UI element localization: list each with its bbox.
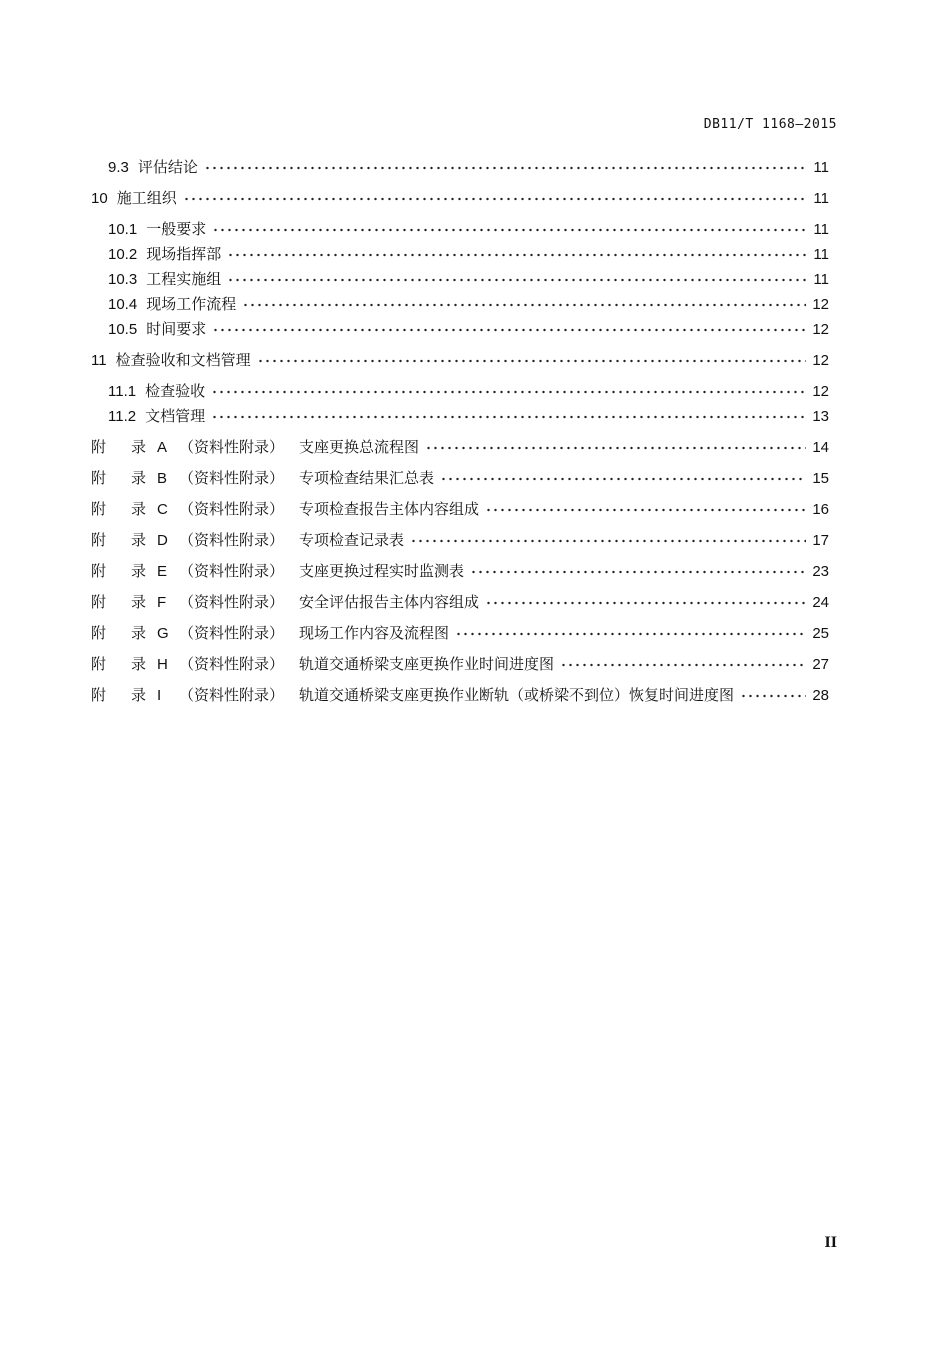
toc-entry-title-wrap: [108, 242, 221, 267]
toc-entry-title: 工程实施组: [146, 270, 222, 288]
appendix-kind: （资料性附录）: [179, 593, 285, 611]
appendix-prefix: [91, 683, 734, 708]
toc-entry-title: 现场指挥部: [146, 245, 222, 263]
appendix-page: 16: [812, 501, 829, 518]
dot-leader: [485, 599, 806, 607]
appendix-entry: [91, 528, 829, 553]
appendix-title: 安全评估报告主体内容组成: [299, 593, 480, 611]
appendix-label-lu: 录: [131, 500, 147, 518]
appendix-title: 现场工作内容及流程图: [299, 624, 450, 642]
toc-entry-number: 10.1: [108, 221, 138, 238]
toc-entry-title-wrap: [108, 379, 205, 404]
toc-entry-page: 11: [813, 246, 829, 263]
appendix-entry: [91, 683, 829, 708]
appendix-page: 24: [812, 594, 829, 611]
appendix-letter: E: [157, 563, 168, 580]
dot-leader: [440, 475, 806, 483]
toc-entry-title: 一般要求: [146, 220, 207, 238]
toc-entry-title: 施工组织: [116, 189, 177, 207]
toc-entry-title: 评估结论: [137, 158, 198, 176]
appendix-entry: [91, 590, 829, 615]
toc-entry: [91, 155, 829, 180]
toc-entry-number: 10.2: [108, 246, 138, 263]
appendix-letter: I: [157, 687, 162, 704]
appendix-page: 25: [812, 625, 829, 642]
toc-entry-title-wrap: [108, 404, 205, 429]
appendix-label-fu: 附: [91, 686, 107, 704]
appendix-page: 28: [812, 687, 829, 704]
toc-entry: [91, 317, 829, 342]
appendix-entry: [91, 497, 829, 522]
appendix-label-lu: 录: [131, 593, 147, 611]
appendix-label-lu: 录: [131, 686, 147, 704]
appendix-label-fu: 附: [91, 593, 107, 611]
appendix-prefix: [91, 528, 404, 553]
toc-entry-page: 11: [813, 271, 829, 288]
appendix-label-fu: 附: [91, 500, 107, 518]
toc-entry-title: 检查验收: [145, 382, 206, 400]
appendix-prefix: [91, 497, 479, 522]
appendix-label-fu: 附: [91, 624, 107, 642]
appendix-label-fu: 附: [91, 438, 107, 456]
appendix-page: 27: [812, 656, 829, 673]
appendix-prefix: [91, 559, 464, 584]
toc-entry-title-wrap: [108, 267, 221, 292]
toc-entry-page: 12: [812, 321, 829, 338]
toc-entry-page: 11: [813, 221, 829, 238]
appendix-entry: [91, 652, 829, 677]
toc-entry-title-wrap: [108, 317, 206, 342]
appendix-label-lu: 录: [131, 438, 147, 456]
toc-entry-number: 10: [91, 190, 108, 207]
appendix-entry: [91, 559, 829, 584]
appendix-label-lu: 录: [131, 531, 147, 549]
toc-entry-title: 现场工作流程: [146, 295, 237, 313]
toc-entry: [91, 404, 829, 429]
dot-leader: [211, 413, 806, 421]
appendix-title: 专项检查报告主体内容组成: [299, 500, 480, 518]
toc-entry-title-wrap: [91, 186, 177, 211]
appendix-label-lu: 录: [131, 469, 147, 487]
dot-leader: [410, 537, 806, 545]
appendix-kind: （资料性附录）: [179, 438, 285, 456]
appendix-kind: （资料性附录）: [179, 500, 285, 518]
toc-entry-title-wrap: [108, 155, 198, 180]
toc-entry-number: 10.3: [108, 271, 138, 288]
appendix-letter: F: [157, 594, 167, 611]
dot-leader: [212, 326, 806, 334]
appendix-title: 专项检查结果汇总表: [299, 469, 435, 487]
toc-entry: [91, 292, 829, 317]
toc-entry-number: 11: [91, 352, 107, 369]
appendix-kind: （资料性附录）: [179, 624, 285, 642]
appendix-title: 专项检查记录表: [299, 531, 405, 549]
appendix-label-fu: 附: [91, 531, 107, 549]
dot-leader: [425, 444, 806, 452]
appendix-kind: （资料性附录）: [179, 655, 285, 673]
appendix-letter: C: [157, 501, 168, 518]
appendix-entry: [91, 621, 829, 646]
appendix-label-fu: 附: [91, 655, 107, 673]
toc-entry: [91, 217, 829, 242]
appendix-entry: [91, 466, 829, 491]
dot-leader: [211, 388, 806, 396]
toc-entry-page: 12: [812, 296, 829, 313]
appendix-label-fu: 附: [91, 469, 107, 487]
appendix-title: 支座更换过程实时监测表: [299, 562, 465, 580]
toc-entry-title: 文档管理: [145, 407, 206, 425]
dot-leader: [740, 692, 806, 700]
appendix-prefix: [91, 435, 419, 460]
toc-appendix-entries: [91, 435, 829, 708]
toc-entry-number: 10.5: [108, 321, 138, 338]
toc-entry: [91, 186, 829, 211]
toc-entry-number: 11.1: [108, 383, 137, 400]
appendix-page: 15: [812, 470, 829, 487]
page-number: II: [824, 1234, 837, 1251]
dot-leader: [257, 357, 807, 365]
toc-entry-page: 11: [813, 159, 829, 176]
appendix-prefix: [91, 652, 554, 677]
appendix-letter: G: [157, 625, 169, 642]
appendix-entry: [91, 435, 829, 460]
appendix-page: 17: [812, 532, 829, 549]
appendix-label-lu: 录: [131, 562, 147, 580]
dot-leader: [455, 630, 806, 638]
appendix-page: 23: [812, 563, 829, 580]
dot-leader: [227, 276, 807, 284]
table-of-contents: [91, 155, 829, 708]
appendix-label-lu: 录: [131, 655, 147, 673]
appendix-kind: （资料性附录）: [179, 469, 285, 487]
toc-entry-number: 9.3: [108, 159, 129, 176]
dot-leader: [470, 568, 806, 576]
dot-leader: [227, 251, 807, 259]
toc-entry-page: 13: [812, 408, 829, 425]
dot-leader: [212, 226, 807, 234]
appendix-letter: H: [157, 656, 168, 673]
toc-entry-title: 时间要求: [146, 320, 207, 338]
toc-section-entries: [91, 155, 829, 429]
toc-entry-title-wrap: [108, 217, 206, 242]
appendix-kind: （资料性附录）: [179, 531, 285, 549]
toc-entry-title-wrap: [108, 292, 236, 317]
dot-leader: [242, 301, 806, 309]
toc-entry: [91, 242, 829, 267]
toc-entry: [91, 267, 829, 292]
appendix-letter: A: [157, 439, 168, 456]
toc-entry-page: 11: [813, 190, 829, 207]
toc-entry-page: 12: [812, 352, 829, 369]
appendix-letter: D: [157, 532, 168, 549]
appendix-letter: B: [157, 470, 168, 487]
appendix-page: 14: [812, 439, 829, 456]
appendix-kind: （资料性附录）: [179, 562, 285, 580]
toc-entry-page: 12: [812, 383, 829, 400]
appendix-label-fu: 附: [91, 562, 107, 580]
appendix-prefix: [91, 621, 449, 646]
toc-entry-number: 11.2: [108, 408, 137, 425]
document-code: DB11/T 1168—2015: [703, 117, 837, 132]
appendix-kind: （资料性附录）: [179, 686, 285, 704]
dot-leader: [204, 164, 808, 172]
toc-entry-number: 10.4: [108, 296, 138, 313]
toc-entry-title: 检查验收和文档管理: [115, 351, 251, 369]
appendix-title: 轨道交通桥梁支座更换作业断轨（或桥梁不到位）恢复时间进度图: [299, 686, 735, 704]
toc-entry: [91, 379, 829, 404]
toc-entry: [91, 348, 829, 373]
dot-leader: [560, 661, 806, 669]
appendix-prefix: [91, 590, 479, 615]
appendix-title: 支座更换总流程图: [299, 438, 420, 456]
dot-leader: [485, 506, 806, 514]
appendix-prefix: [91, 466, 434, 491]
appendix-title: 轨道交通桥梁支座更换作业时间进度图: [299, 655, 555, 673]
appendix-label-lu: 录: [131, 624, 147, 642]
dot-leader: [183, 195, 808, 203]
toc-entry-title-wrap: [91, 348, 251, 373]
